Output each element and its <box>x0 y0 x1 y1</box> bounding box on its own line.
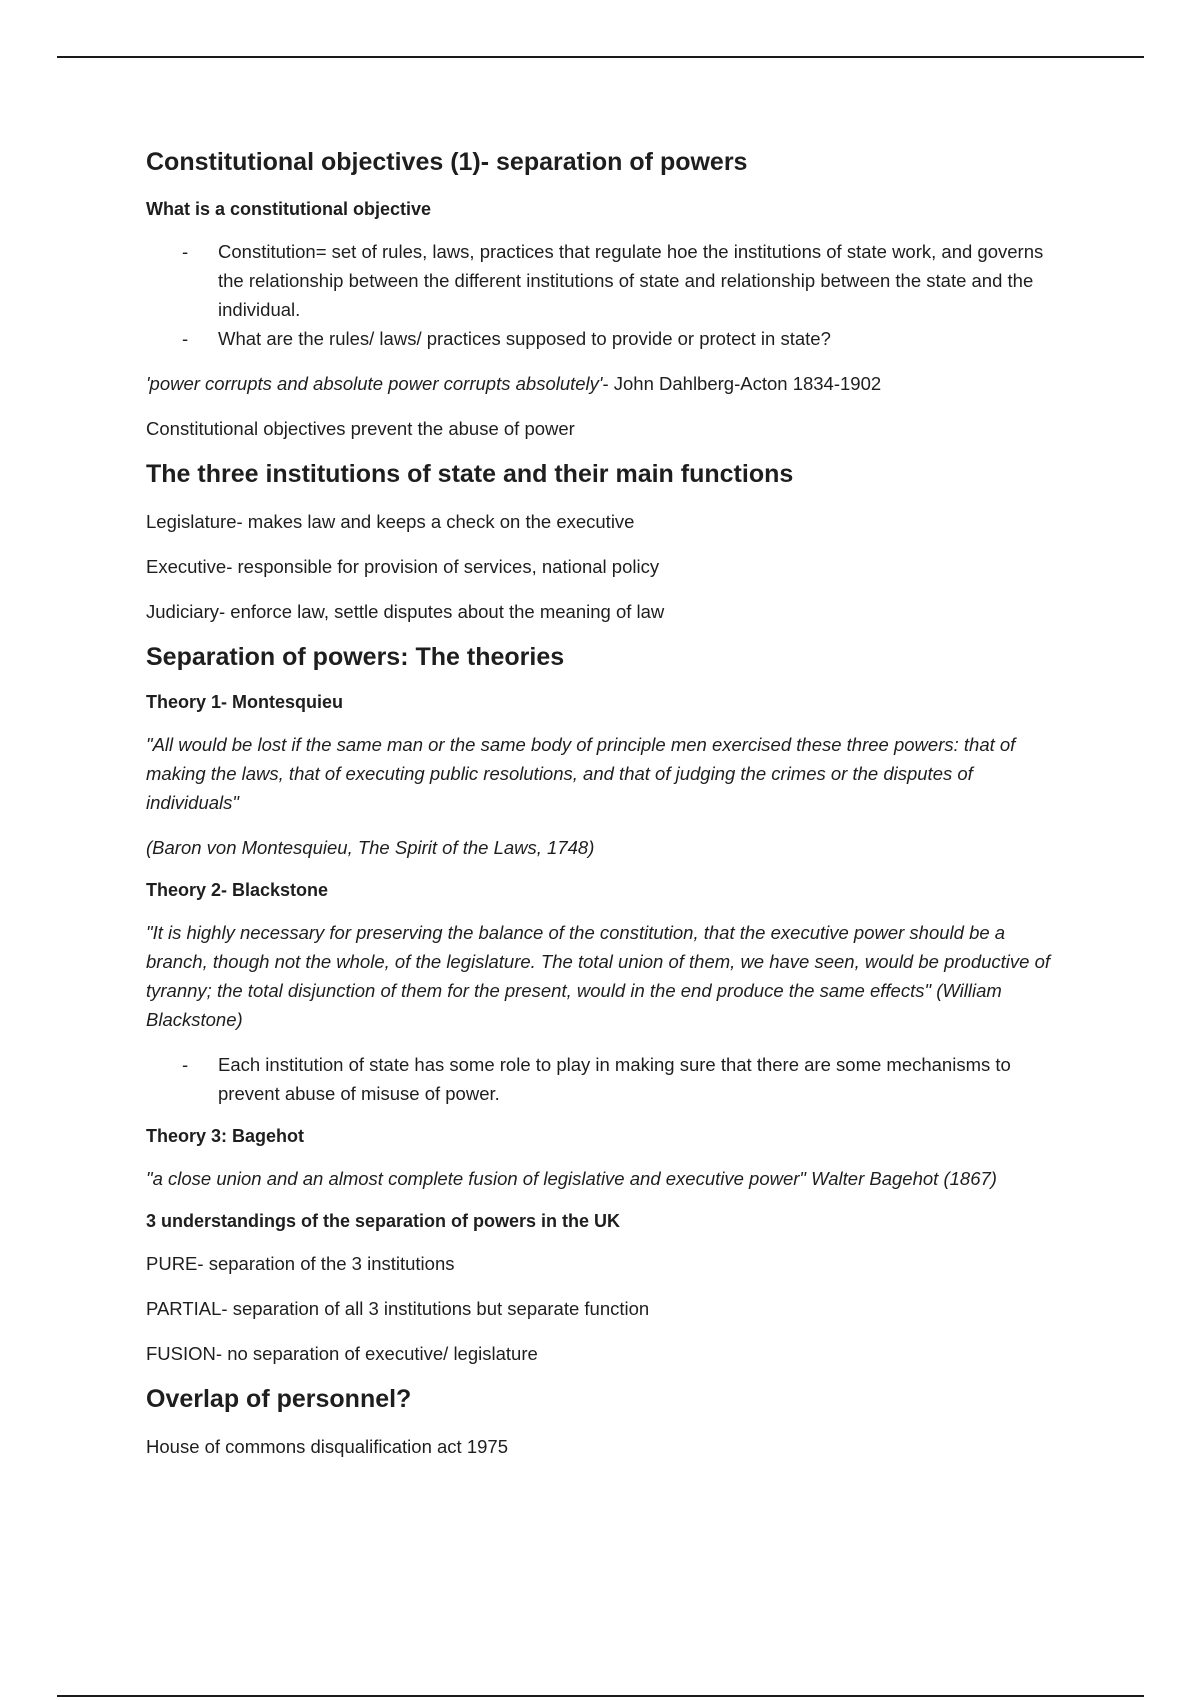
blackstone-quote: "It is highly necessary for preserving the balance of the constitution, that the executive power should be a branch, though not the whole, of the legislature. The total union of them, we have seen, would be productive of tyranny; the total disjunction of them for the present, would in the end produce the same effects" (William Blackstone) <box>146 922 1050 1030</box>
acton-quote-attribution: - John Dahlberg-Acton 1834-1902 <box>602 373 882 394</box>
executive-line: Executive- responsible for provision of services, national policy <box>146 556 660 577</box>
legislature-line: Legislature- makes law and keeps a check on the executive <box>146 511 635 532</box>
bullet-item: - Constitution= set of rules, laws, practices that regulate hoe the institutions of state work, and governs the relationship between the different institutions of state and relationship between the state and the individual. <box>146 237 1061 324</box>
montesquieu-citation: (Baron von Montesquieu, The Spirit of the Laws, 1748) <box>146 837 595 858</box>
judiciary-line: Judiciary- enforce law, settle disputes about the meaning of law <box>146 601 665 622</box>
theory-3-heading: Theory 3: Bagehot <box>146 1126 305 1146</box>
document-title: Constitutional objectives (1)- separation of powers <box>146 148 748 176</box>
bullet-item: - What are the rules/ laws/ practices supposed to provide or protect in state? <box>146 324 1061 353</box>
theory-1-heading: Theory 1- Montesquieu <box>146 692 344 712</box>
abuse-of-power-paragraph: Constitutional objectives prevent the abuse of power <box>146 418 575 439</box>
montesquieu-quote: "All would be lost if the same man or the same body of principle men exercised these three powers: that of making the laws, that of executing public resolutions, and that of judging the crimes or the disputes of individuals" <box>146 734 1016 813</box>
document-body <box>146 147 1061 1477</box>
constitution-bullets <box>146 237 1061 353</box>
disqualification-act-line: House of commons disqualification act 1975 <box>146 1436 508 1457</box>
blackstone-bullets <box>146 1050 1061 1108</box>
section-heading-overlap: Overlap of personnel? <box>146 1385 412 1413</box>
acton-quote <box>146 369 1061 398</box>
understandings-heading: 3 understandings of the separation of powers in the UK <box>146 1211 621 1231</box>
bagehot-quote: "a close union and an almost complete fusion of legislative and executive power" Walter Bagehot (1867) <box>146 1168 997 1189</box>
understanding-partial: PARTIAL- separation of all 3 institutions but separate function <box>146 1298 650 1319</box>
bullet-item: - Each institution of state has some role to play in making sure that there are some mechanisms to prevent abuse of misuse of power. <box>146 1050 1061 1108</box>
bottom-rule <box>57 1695 1144 1697</box>
section-heading-institutions: The three institutions of state and their main functions <box>146 460 794 488</box>
section-heading-theories: Separation of powers: The theories <box>146 643 565 671</box>
top-rule <box>57 56 1144 58</box>
subheading-constitutional-objective: What is a constitutional objective <box>146 199 432 219</box>
understanding-fusion: FUSION- no separation of executive/ legislature <box>146 1343 538 1364</box>
acton-quote-text: 'power corrupts and absolute power corrupts absolutely' <box>146 373 603 394</box>
theory-2-heading: Theory 2- Blackstone <box>146 880 329 900</box>
understanding-pure: PURE- separation of the 3 institutions <box>146 1253 455 1274</box>
